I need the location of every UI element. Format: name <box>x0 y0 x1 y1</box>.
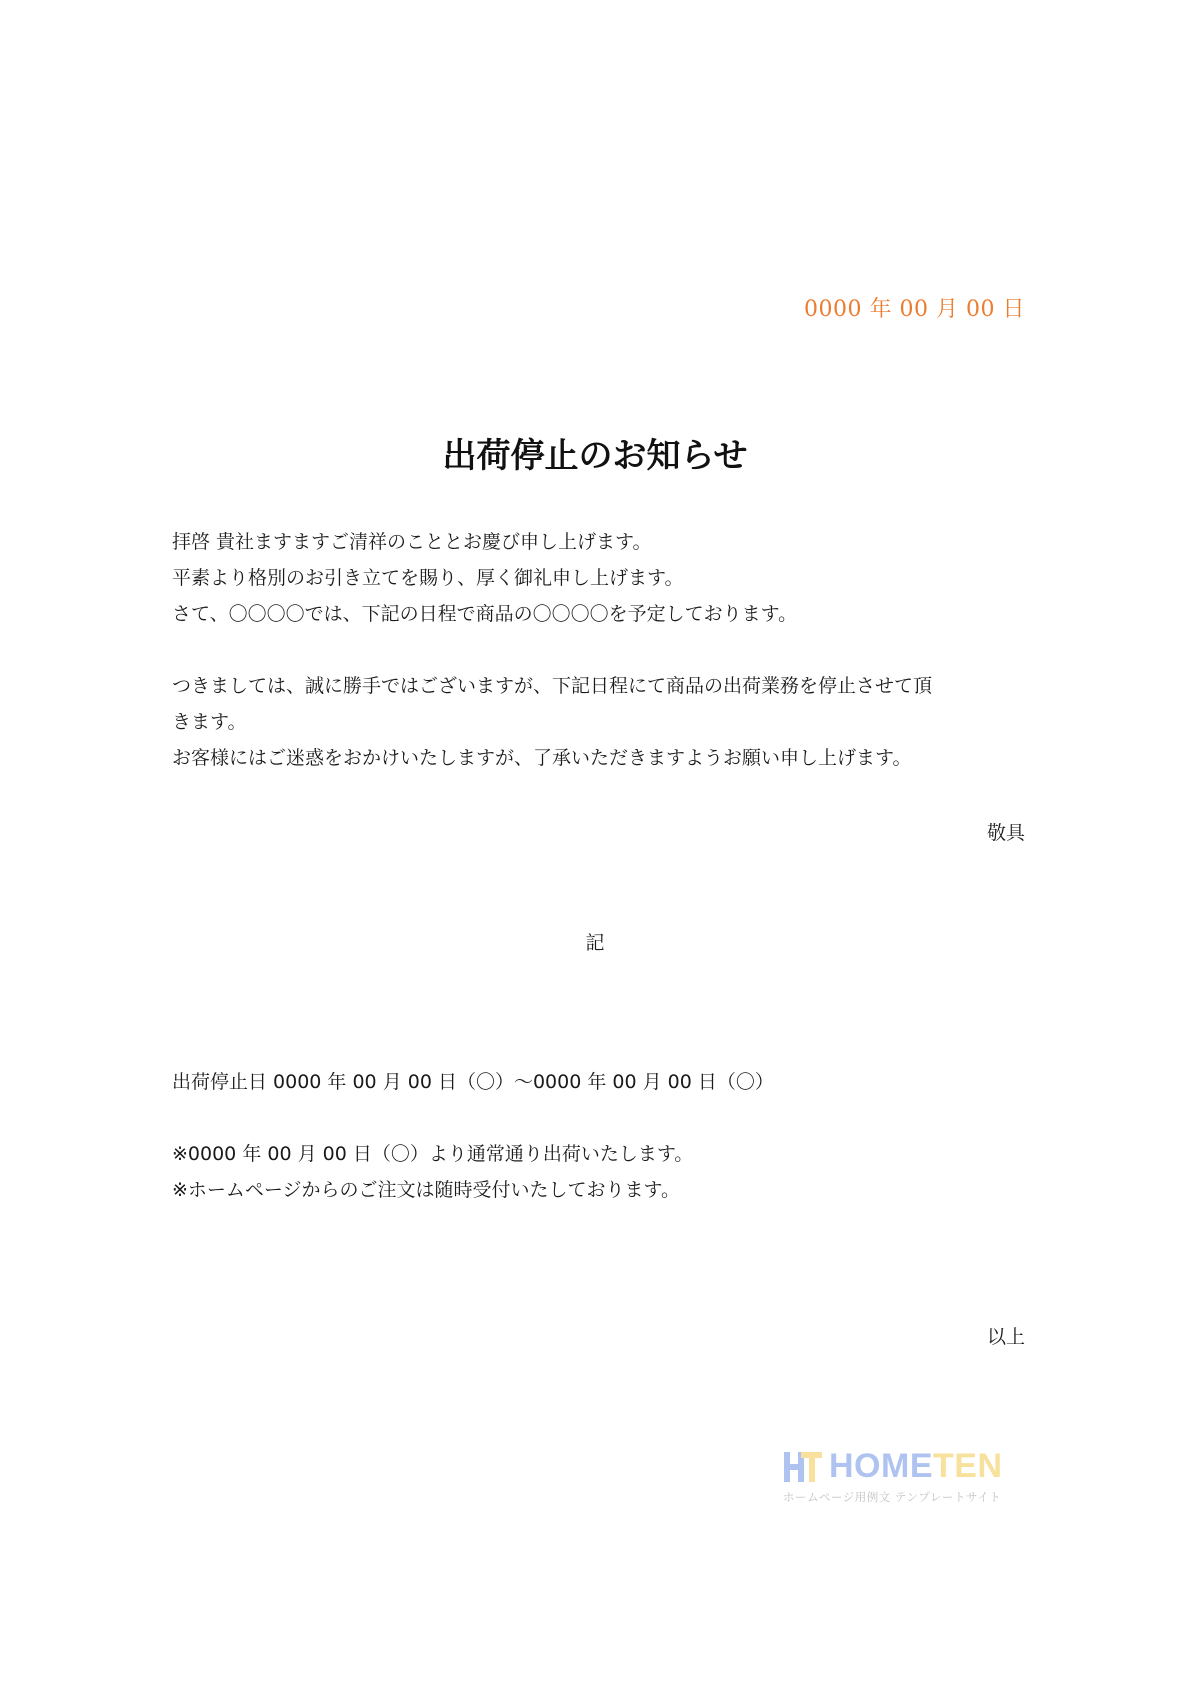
note-item: ※ホームページからのご注文は随時受付いたしております。 <box>172 1179 681 1201</box>
notice-line: つきましては、誠に勝手ではございますが、下記日程にて商品の出荷業務を停止させて頂 <box>172 675 933 697</box>
closing-keigu: 敬具 <box>986 822 1025 844</box>
hometen-logo-icon <box>783 1450 823 1484</box>
end-ijou: 以上 <box>986 1326 1025 1348</box>
notes-list <box>172 1136 1032 1208</box>
greeting-line: さて、〇〇〇〇では、下記の日程で商品の〇〇〇〇を予定しております。 <box>172 603 798 625</box>
notice-line: きます。 <box>172 711 247 733</box>
ki-heading: 記 <box>585 932 605 954</box>
hometen-brand <box>829 1447 1003 1485</box>
brand-home: HOME <box>829 1447 933 1485</box>
letter-date: 0000 年 00 月 00 日 <box>804 297 1025 322</box>
brand-ten: TEN <box>933 1447 1003 1485</box>
greeting-line: 拝啓 貴社ますますご清祥のこととお慶び申し上げます。 <box>172 531 652 553</box>
note-item: ※0000 年 00 月 00 日（〇）より通常通り出荷いたします。 <box>172 1143 694 1165</box>
stop-period <box>172 1064 1032 1100</box>
hometen-watermark-logo <box>783 1447 1013 1507</box>
letter-title: 出荷停止のお知らせ <box>442 436 748 476</box>
greeting-line: 平素より格別のお引き立てを賜り、厚く御礼申し上げます。 <box>172 567 684 589</box>
notice-paragraph <box>172 668 1032 776</box>
hometen-subtitle: ホームページ用例文 テンプレートサイト <box>783 1490 1002 1504</box>
greeting-paragraph <box>172 524 1032 632</box>
notice-line: お客様にはご迷惑をおかけいたしますが、了承いただきますようお願い申し上げます。 <box>172 747 912 769</box>
stop-period-line: 出荷停止日 0000 年 00 月 00 日（〇）〜0000 年 00 月 00 日（〇） <box>172 1071 774 1093</box>
